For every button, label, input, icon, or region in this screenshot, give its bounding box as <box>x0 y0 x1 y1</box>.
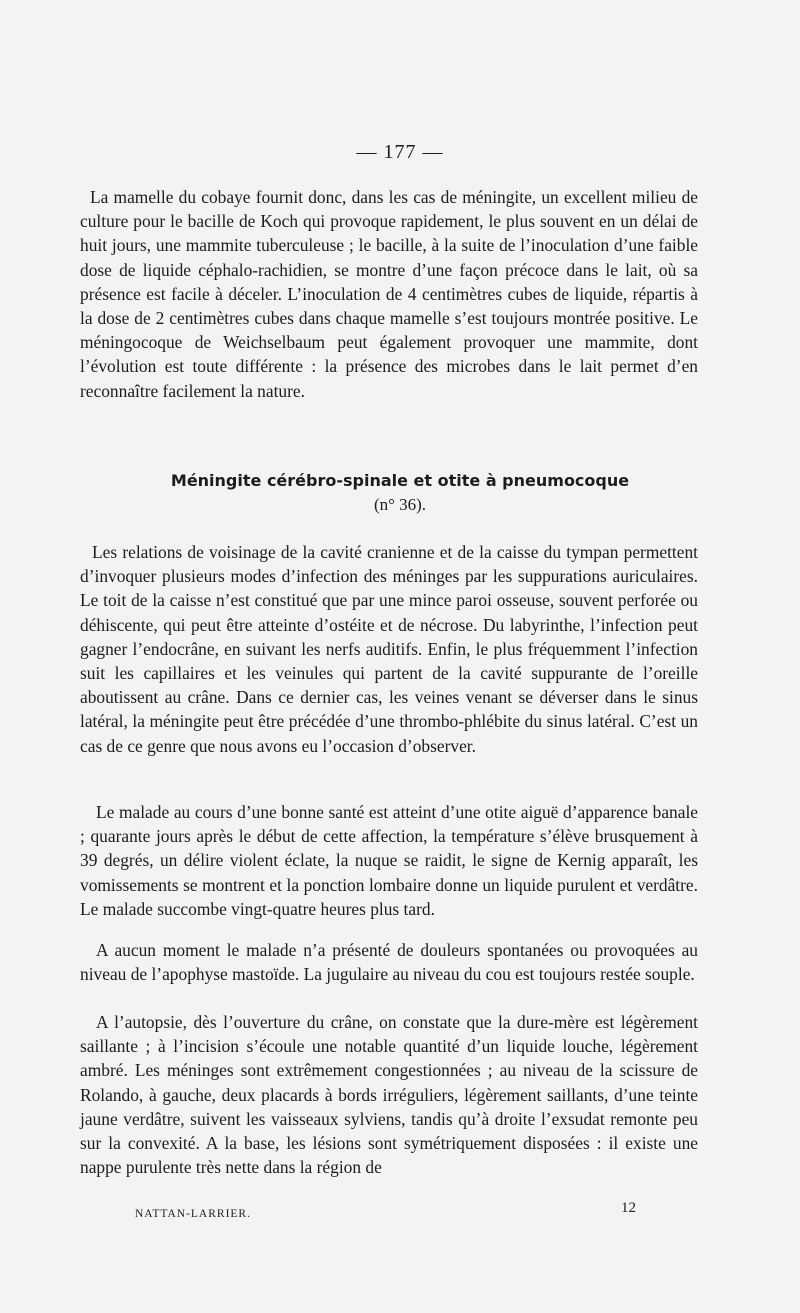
paragraph-malade: Le malade au cours d’une bonne santé est atteint d’une otite aiguë d’apparence banale ; quarante jours après le début de cette affection, la température s’élève brusquement à 39 degrés, un délire violent éclate, la nuque se raidit, le signe de Kernig apparaît, les vomissements se montrent et la ponction lombaire donne un liquide purulent et verdâtre. Le malade succombe vingt-quatre heures plus tard. <box>80 802 698 919</box>
paragraph-apophyse: A aucun moment le malade n’a présenté de douleurs spontanées ou provoquées au niveau de l’apophyse mastoïde. La jugulaire au niveau du cou est toujours restée souple. <box>80 940 698 985</box>
page-number: — 177 — <box>356 141 444 163</box>
paragraph-relations: Les relations de voisinage de la cavité cranienne et de la caisse du tympan permettent d’invoquer plusieurs modes d’infection des méninges par les suppurations auriculaires. Le toit de la caisse n’est constitué que par une mince paroi osseuse, souvent perforée ou déhiscente, qui peut être atteinte d’ostéite et de nécrose. Du labyrinthe, l’infection peut gagner l’endocrâne, en suivant les nerfs auditifs. Enfin, le plus fréquemment l’infection suit les capillaires et les veinules qui partent de la cavité suppurante de l’oreille aboutissent au crâne. Dans ce dernier cas, les veines venant se déverser dans le sinus latéral, la méningite peut être précédée d’une thrombo-phlébite du sinus latéral. C’est un cas de ce genre que nous avons eu l’occasion d’observer. <box>80 542 698 756</box>
section-number: (n° 36). <box>373 495 427 514</box>
footer-author: NATTAN-LARRIER. <box>135 1208 251 1220</box>
paragraph-cobaye: La mamelle du cobaye fournit donc, dans les cas de méningite, un excellent milieu de culture pour le bacille de Koch qui provoque rapidement, le plus souvent en un délai de huit jours, une mammite tuberculeuse ; le bacille, à la suite de l’inoculation d’une faible dose de liquide céphalo-rachidien, se montre d’une façon précoce dans le lait, où sa présence est facile à déceler. L’inoculation de 4 centimètres cubes de liquide, répartis à la dose de 2 centimètres cubes dans chaque mamelle s’est toujours montrée positive. Le méningocoque de Weichselbaum peut également provoquer une mammite, dont l’évolution est toute différente : la présence des microbes dans le lait permet d’en reconnaître facilement la nature. <box>80 187 698 401</box>
section-title: Méningite cérébro-spinale et otite à pneumocoque <box>170 471 630 490</box>
signature-mark: 12 <box>621 1200 636 1216</box>
paragraph-autopsie: A l’autopsie, dès l’ouverture du crâne, on constate que la dure-mère est légèrement saillante ; à l’incision s’écoule une notable quantité d’un liquide louche, légèrement ambré. Les méninges sont extrêmement congestionnées ; au niveau de la scissure de Rolando, à gauche, deux placards à bords irréguliers, légèrement saillants, d’une teinte jaune verdâtre, suivent les vaisseaux sylviens, tandis qu’à droite l’exsudat remonte peu sur la convexité. A la base, les lésions sont symétriquement disposées : il existe une nappe purulente très nette dans la région de <box>80 1012 698 1178</box>
